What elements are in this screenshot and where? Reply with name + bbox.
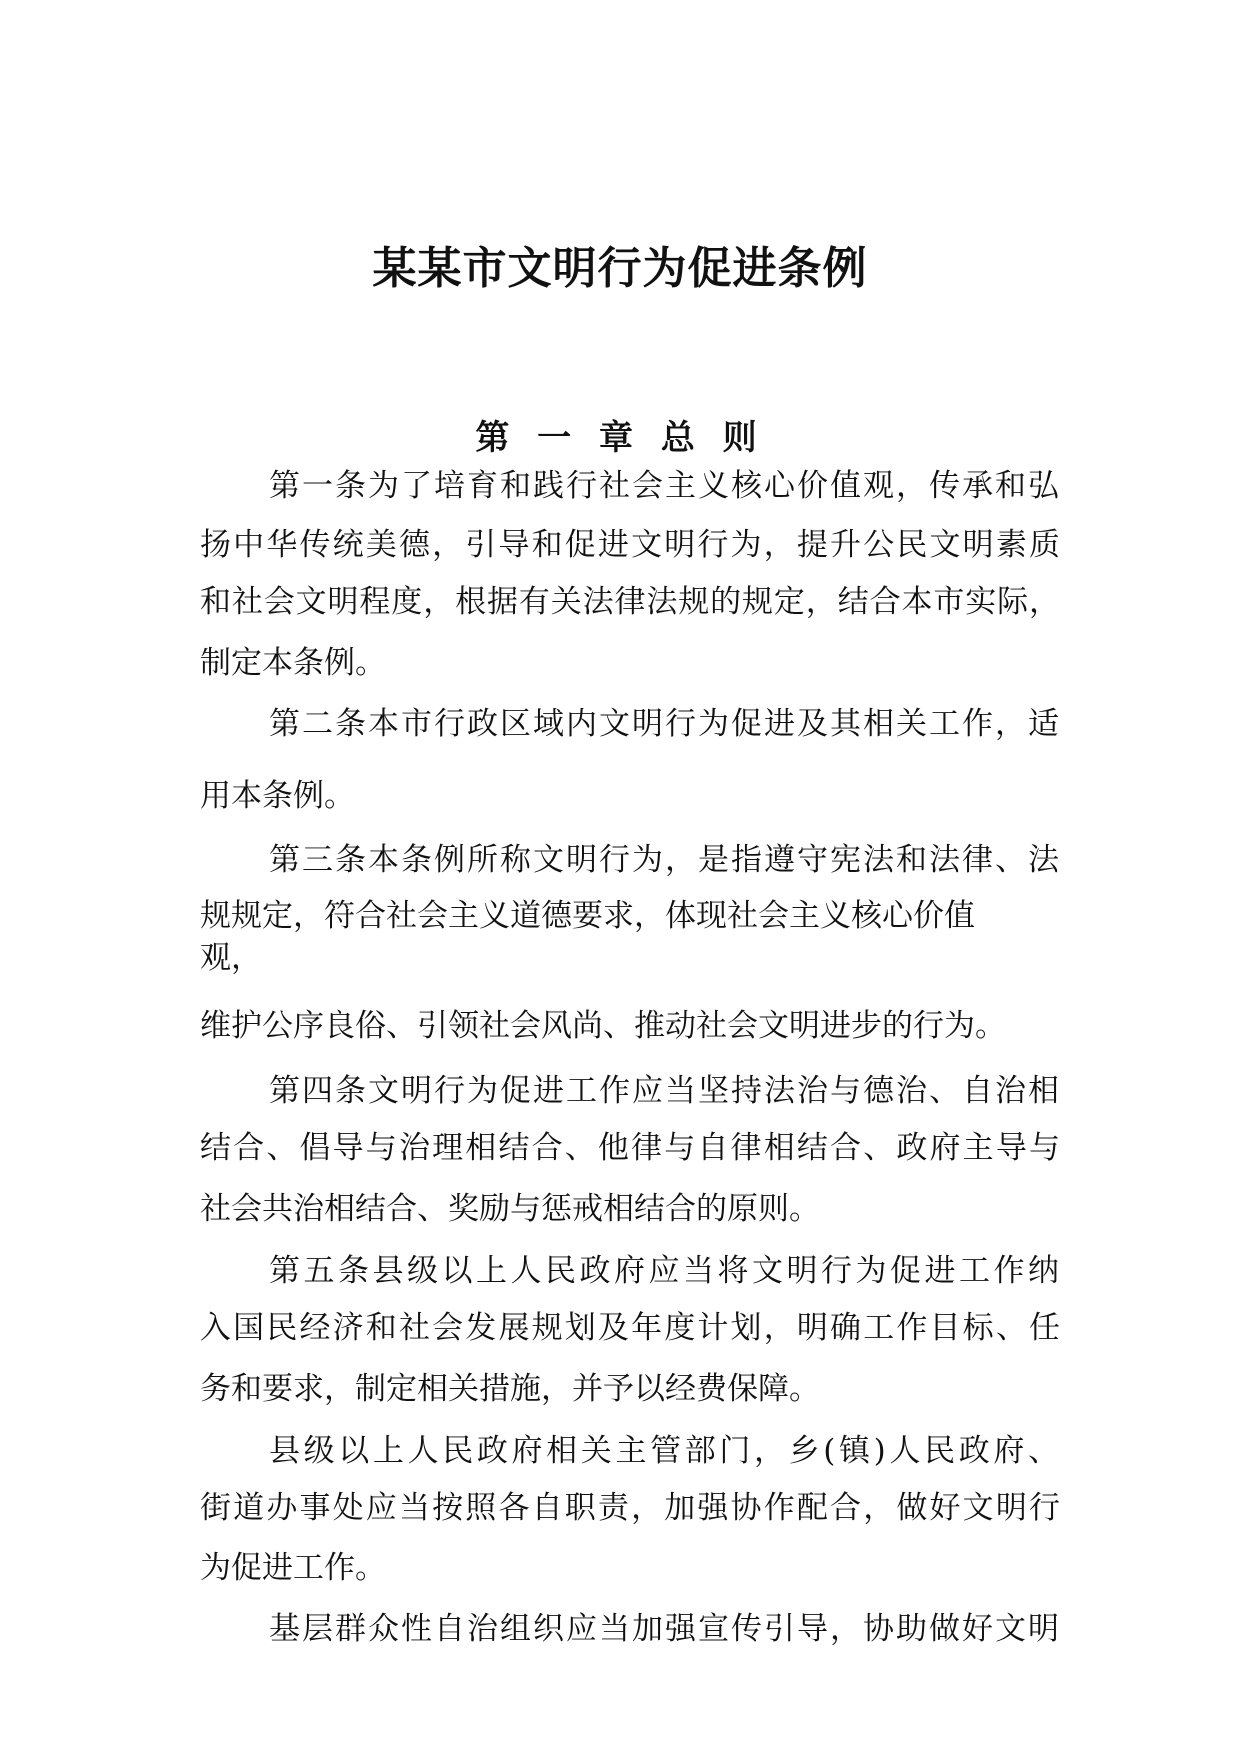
paragraph-line: 第四条文明行为促进工作应当坚持法治与德治、自治相 (269, 1073, 1059, 1109)
paragraph-line: 用本条例。 (200, 778, 355, 814)
paragraph-line: 第一条为了培育和践行社会主义核心价值观，传承和弘 (269, 468, 1059, 504)
paragraph-line: 基层群众性自治组织应当加强宣传引导，协助做好文明 (269, 1611, 1059, 1647)
chapter-heading: 第 一 章 总 则 (475, 418, 765, 458)
paragraph-line: 社会共治相结合、奖励与惩戒相结合的原则。 (200, 1191, 820, 1227)
paragraph-line: 第二条本市行政区域内文明行为促进及其相关工作，适 (269, 706, 1059, 742)
paragraph-line: 结合、倡导与治理相结合、他律与自律相结合、政府主导与 (200, 1130, 1060, 1166)
document-title: 某某市文明行为促进条例 (372, 243, 868, 294)
paragraph-line: 制定本条例。 (200, 645, 386, 681)
paragraph-line: 为促进工作。 (200, 1550, 386, 1586)
paragraph-line: 第五条县级以上人民政府应当将文明行为促进工作纳 (269, 1253, 1059, 1289)
paragraph-line: 维护公序良俗、引领社会风尚、推动社会文明进步的行为。 (200, 1008, 1006, 1044)
paragraph-line: 和社会文明程度，根据有关法律法规的规定，结合本市实际， (200, 584, 1060, 620)
paragraph-line: 入国民经济和社会发展规划及年度计划，明确工作目标、任 (200, 1310, 1060, 1346)
paragraph-line: 务和要求，制定相关措施，并予以经费保障。 (200, 1371, 820, 1407)
paragraph-line: 第三条本条例所称文明行为，是指遵守宪法和法律、法 (269, 842, 1059, 878)
paragraph-line: 县级以上人民政府相关主管部门，乡(镇)人民政府、 (269, 1433, 1059, 1469)
paragraph-line: 街道办事处应当按照各自职责，加强协作配合，做好文明行 (200, 1490, 1060, 1526)
paragraph-line: 观， (200, 940, 262, 976)
paragraph-line: 规规定，符合社会主义道德要求，体现社会主义核心价值 (200, 898, 975, 934)
paragraph-line: 扬中华传统美德，引导和促进文明行为，提升公民文明素质 (200, 527, 1060, 563)
